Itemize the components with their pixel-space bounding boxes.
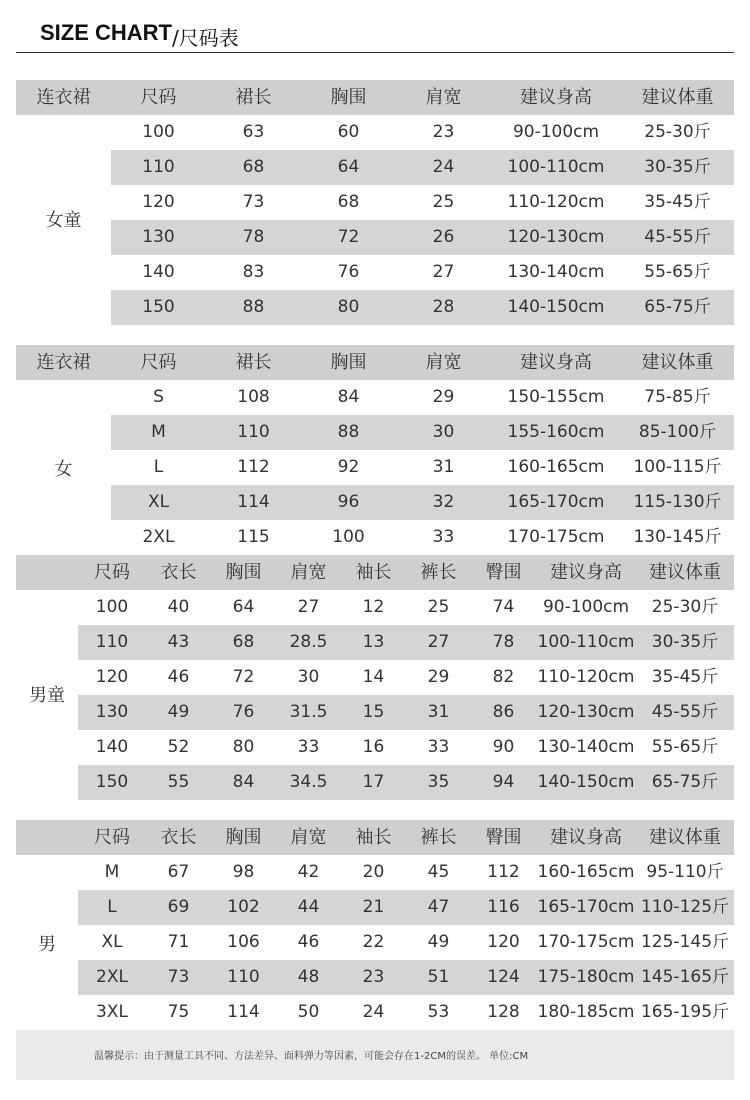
table-cell: 51 <box>427 967 450 987</box>
table-cell: 68 <box>242 157 265 177</box>
column-header: 肩宽 <box>290 827 327 848</box>
table-cell: 31.5 <box>289 702 328 722</box>
table-cell: 120 <box>95 667 129 687</box>
table-cell: 64 <box>232 597 255 617</box>
table-row <box>16 415 734 450</box>
table-header-row <box>16 80 734 115</box>
table-cell: 130-140cm <box>507 262 605 282</box>
table-cell: 130 <box>142 227 175 247</box>
table-row <box>16 590 734 625</box>
table-cell: 90-100cm <box>542 597 630 617</box>
table-cell: 115-130斤 <box>633 492 722 512</box>
table-cell: 68 <box>232 632 255 652</box>
table-cell: 45-55斤 <box>644 227 711 247</box>
table-row <box>16 960 734 995</box>
page-header <box>0 0 750 54</box>
table-row <box>16 695 734 730</box>
table-cell: 30-35斤 <box>651 632 719 652</box>
table-cell: 102 <box>227 897 260 917</box>
table-cell: 29 <box>432 387 455 407</box>
table-row <box>16 150 734 185</box>
table-cell: 160-165cm <box>507 457 605 477</box>
header-divider <box>16 52 734 53</box>
table-cell: 110-120cm <box>537 667 635 687</box>
table-cell: 72 <box>232 667 255 687</box>
column-header: 胸围 <box>330 352 367 373</box>
table-row <box>16 660 734 695</box>
table-cell: 120-130cm <box>537 702 635 722</box>
table-cell: 28.5 <box>289 632 328 652</box>
table-cell: 29 <box>427 667 450 687</box>
table-row <box>16 995 734 1030</box>
table-cell: 15 <box>362 702 385 722</box>
column-header: 尺码 <box>94 562 130 583</box>
table-cell: 88 <box>337 422 360 442</box>
table-cell: 40 <box>167 597 190 617</box>
column-header: 袖长 <box>355 827 392 848</box>
table-cell: 55 <box>167 772 190 792</box>
table-cell: 170-175cm <box>537 932 635 952</box>
table-cell: 145-165斤 <box>640 967 730 987</box>
table-cell: 31 <box>432 457 455 477</box>
column-header: 建议体重 <box>641 352 714 373</box>
table-cell: 44 <box>297 897 320 917</box>
table-cell: 110-120cm <box>507 192 605 212</box>
table-cell: 24 <box>432 157 455 177</box>
table-cell: 23 <box>432 122 455 142</box>
table-cell: XL <box>101 932 123 952</box>
table-cell: 71 <box>167 932 190 952</box>
table-cell: 25 <box>427 597 450 617</box>
table-cell: 76 <box>232 702 255 722</box>
table-cell: 34.5 <box>289 772 328 792</box>
table-cell: 155-160cm <box>507 422 605 442</box>
table-row <box>16 765 734 800</box>
table-cell: 84 <box>337 387 360 407</box>
table-cell: 88 <box>242 297 265 317</box>
table-row <box>16 220 734 255</box>
column-header: 连衣裙 <box>36 352 91 373</box>
table-cell: 180-185cm <box>537 1002 635 1022</box>
table-cell: 46 <box>297 932 320 952</box>
column-header: 建议身高 <box>520 352 592 373</box>
table-cell: 65-75斤 <box>644 297 711 317</box>
boys-clothing-table <box>16 555 734 800</box>
table-header-row <box>16 555 734 590</box>
table-row <box>16 855 734 890</box>
column-header: 臀围 <box>485 827 522 848</box>
table-cell: 115 <box>237 527 270 547</box>
table-cell: 130-145斤 <box>633 527 722 547</box>
table-cell: 25-30斤 <box>651 597 719 617</box>
table-row <box>16 115 734 150</box>
table-cell: 60 <box>337 122 360 142</box>
table-cell: 49 <box>427 932 450 952</box>
table-cell: 112 <box>487 862 520 882</box>
table-cell: 35-45斤 <box>651 667 719 687</box>
table-cell: 42 <box>297 862 320 882</box>
column-header: 连衣裙 <box>36 87 91 108</box>
table-cell: 124 <box>487 967 520 987</box>
column-header: 尺码 <box>140 352 177 373</box>
table-cell: 20 <box>362 862 385 882</box>
table-row <box>16 380 734 415</box>
table-cell: 150 <box>142 297 175 317</box>
table-cell: 27 <box>432 262 455 282</box>
column-header: 胸围 <box>330 87 367 108</box>
column-header: 裙长 <box>235 87 272 108</box>
footer-note-box <box>16 1030 734 1080</box>
column-header: 裙长 <box>235 352 272 373</box>
women-dress-table <box>16 345 734 555</box>
table-row <box>16 485 734 520</box>
table-cell: 49 <box>167 702 190 722</box>
table-cell: M <box>104 862 120 882</box>
table-cell: S <box>153 387 164 407</box>
table-cell: 68 <box>337 192 360 212</box>
table-row <box>16 450 734 485</box>
table-cell: 30 <box>432 422 455 442</box>
table-cell: 130 <box>95 702 129 722</box>
table-cell: 90 <box>492 737 515 757</box>
table-cell: 53 <box>427 1002 450 1022</box>
table-cell: 94 <box>492 772 515 792</box>
table-cell: 96 <box>337 492 360 512</box>
table-cell: 76 <box>337 262 360 282</box>
table-cell: 75-85斤 <box>644 387 711 407</box>
table-cell: 69 <box>167 897 190 917</box>
table-cell: 73 <box>167 967 190 987</box>
category-label: 男 <box>38 934 56 955</box>
table-cell: 12 <box>362 597 385 617</box>
table-cell: 112 <box>237 457 270 477</box>
column-header: 肩宽 <box>425 352 462 373</box>
table-cell: 110 <box>142 157 175 177</box>
table-cell: 55-65斤 <box>651 737 719 757</box>
table-cell: 78 <box>492 632 515 652</box>
category-label: 男童 <box>29 685 65 706</box>
table-cell: 140-150cm <box>537 772 635 792</box>
table-cell: 108 <box>237 387 270 407</box>
column-header: 袖长 <box>355 562 392 583</box>
table-cell: 106 <box>227 932 260 952</box>
table-cell: 130-140cm <box>537 737 635 757</box>
column-header: 衣长 <box>160 827 197 848</box>
table-cell: 75 <box>167 1002 190 1022</box>
column-header: 建议体重 <box>641 87 714 108</box>
table-cell: 52 <box>167 737 190 757</box>
table-cell: 100 <box>142 122 175 142</box>
table-row <box>16 925 734 960</box>
table-cell: 95-110斤 <box>646 862 724 882</box>
table-cell: 100 <box>95 597 129 617</box>
girls-dress-table <box>16 80 734 325</box>
table-cell: 125-145斤 <box>640 932 730 952</box>
table-cell: 110-125斤 <box>640 897 730 917</box>
table-cell: 114 <box>237 492 270 512</box>
table-cell: 170-175cm <box>507 527 605 547</box>
table-row <box>16 730 734 765</box>
column-header: 胸围 <box>225 827 262 848</box>
table-cell: 175-180cm <box>537 967 635 987</box>
table-cell: 47 <box>427 897 450 917</box>
table-cell: 74 <box>492 597 515 617</box>
table-cell: 16 <box>362 737 385 757</box>
table-cell: 33 <box>427 737 450 757</box>
table-cell: 30-35斤 <box>644 157 711 177</box>
table-cell: 165-170cm <box>507 492 605 512</box>
table-cell: 98 <box>232 862 255 882</box>
column-header: 裤长 <box>420 827 457 848</box>
table-cell: 30 <box>297 667 320 687</box>
table-cell: 84 <box>232 772 255 792</box>
table-cell: 160-165cm <box>537 862 635 882</box>
table-cell: 23 <box>362 967 385 987</box>
table-cell: 33 <box>297 737 320 757</box>
men-clothing-table <box>16 820 734 1030</box>
table-cell: 100-110cm <box>537 632 635 652</box>
table-cell: 73 <box>242 192 265 212</box>
table-cell: 110 <box>227 967 260 987</box>
category-label: 女 <box>54 459 73 480</box>
table-cell: 128 <box>487 1002 520 1022</box>
column-header: 臀围 <box>485 562 522 583</box>
table-cell: 120 <box>142 192 175 212</box>
column-header: 尺码 <box>140 87 177 108</box>
table-cell: 3XL <box>96 1002 128 1022</box>
table-row <box>16 625 734 660</box>
table-header-row <box>16 345 734 380</box>
title-chinese: /尺码表 <box>172 26 239 50</box>
table-cell: 86 <box>492 702 515 722</box>
table-cell: L <box>153 457 164 477</box>
table-row <box>16 185 734 220</box>
table-cell: 63 <box>242 122 265 142</box>
table-cell: 72 <box>337 227 360 247</box>
table-cell: 92 <box>337 457 360 477</box>
table-cell: 110 <box>95 632 129 652</box>
column-header: 建议身高 <box>550 562 622 583</box>
table-cell: 120 <box>487 932 520 952</box>
table-cell: 120-130cm <box>507 227 605 247</box>
table-cell: 43 <box>167 632 190 652</box>
table-cell: 80 <box>337 297 360 317</box>
column-header: 建议体重 <box>649 827 721 848</box>
table-cell: 67 <box>167 862 190 882</box>
table-cell: 48 <box>297 967 320 987</box>
table-cell: 50 <box>297 1002 320 1022</box>
table-cell: 65-75斤 <box>651 772 719 792</box>
column-header: 肩宽 <box>425 87 462 108</box>
table-cell: 17 <box>362 772 385 792</box>
measurement-tip: 温馨提示：由于测量工具不同、方法差异、面料弹力等因素，可能会存在1-2CM的误差。 单位:CM <box>94 1051 529 1062</box>
column-header: 肩宽 <box>290 562 327 583</box>
table-cell: M <box>151 422 166 442</box>
table-cell: 100-115斤 <box>633 457 722 477</box>
table-cell: 33 <box>432 527 455 547</box>
table-cell: 85-100斤 <box>638 422 717 442</box>
table-row <box>16 290 734 325</box>
table-cell: 100 <box>332 527 365 547</box>
table-cell: 26 <box>432 227 455 247</box>
table-cell: 24 <box>362 1002 385 1022</box>
table-cell: 90-100cm <box>512 122 600 142</box>
table-cell: 80 <box>232 737 255 757</box>
column-header: 衣长 <box>160 562 197 583</box>
table-cell: 165-170cm <box>537 897 635 917</box>
table-cell: 140-150cm <box>507 297 605 317</box>
table-cell: 27 <box>427 632 450 652</box>
table-cell: 55-65斤 <box>644 262 711 282</box>
table-cell: 13 <box>362 632 385 652</box>
category-label: 女童 <box>45 210 82 231</box>
column-header: 裤长 <box>420 562 457 583</box>
table-cell: 21 <box>362 897 385 917</box>
table-cell: 2XL <box>142 527 175 547</box>
table-cell: 14 <box>362 667 385 687</box>
table-cell: 78 <box>242 227 265 247</box>
column-header: 建议身高 <box>520 87 592 108</box>
column-header: 建议体重 <box>649 562 721 583</box>
table-row <box>16 255 734 290</box>
table-cell: 31 <box>427 702 450 722</box>
table-cell: 140 <box>95 737 129 757</box>
table-cell: 100-110cm <box>507 157 605 177</box>
table-cell: 45-55斤 <box>651 702 719 722</box>
table-cell: 28 <box>432 297 455 317</box>
table-cell: 114 <box>227 1002 260 1022</box>
column-header: 建议身高 <box>550 827 622 848</box>
table-cell: 22 <box>362 932 385 952</box>
table-cell: 2XL <box>96 967 128 987</box>
table-cell: XL <box>147 492 170 512</box>
table-cell: 110 <box>237 422 270 442</box>
table-cell: 35 <box>427 772 450 792</box>
table-cell: 83 <box>242 262 265 282</box>
table-cell: L <box>107 897 117 917</box>
table-cell: 27 <box>297 597 320 617</box>
table-cell: 116 <box>487 897 520 917</box>
table-row <box>16 520 734 555</box>
column-header: 胸围 <box>225 562 262 583</box>
table-cell: 25 <box>432 192 455 212</box>
title-english: SIZE CHART <box>40 20 172 45</box>
table-cell: 150-155cm <box>507 387 605 407</box>
table-cell: 82 <box>492 667 515 687</box>
table-header-row <box>16 820 734 855</box>
table-cell: 32 <box>432 492 455 512</box>
column-header: 尺码 <box>94 827 130 848</box>
table-cell: 45 <box>427 862 450 882</box>
table-row <box>16 890 734 925</box>
table-cell: 150 <box>95 772 129 792</box>
table-cell: 25-30斤 <box>644 122 711 142</box>
table-cell: 35-45斤 <box>644 192 711 212</box>
table-cell: 64 <box>337 157 360 177</box>
table-cell: 140 <box>142 262 175 282</box>
table-cell: 165-195斤 <box>640 1002 730 1022</box>
table-cell: 46 <box>167 667 190 687</box>
